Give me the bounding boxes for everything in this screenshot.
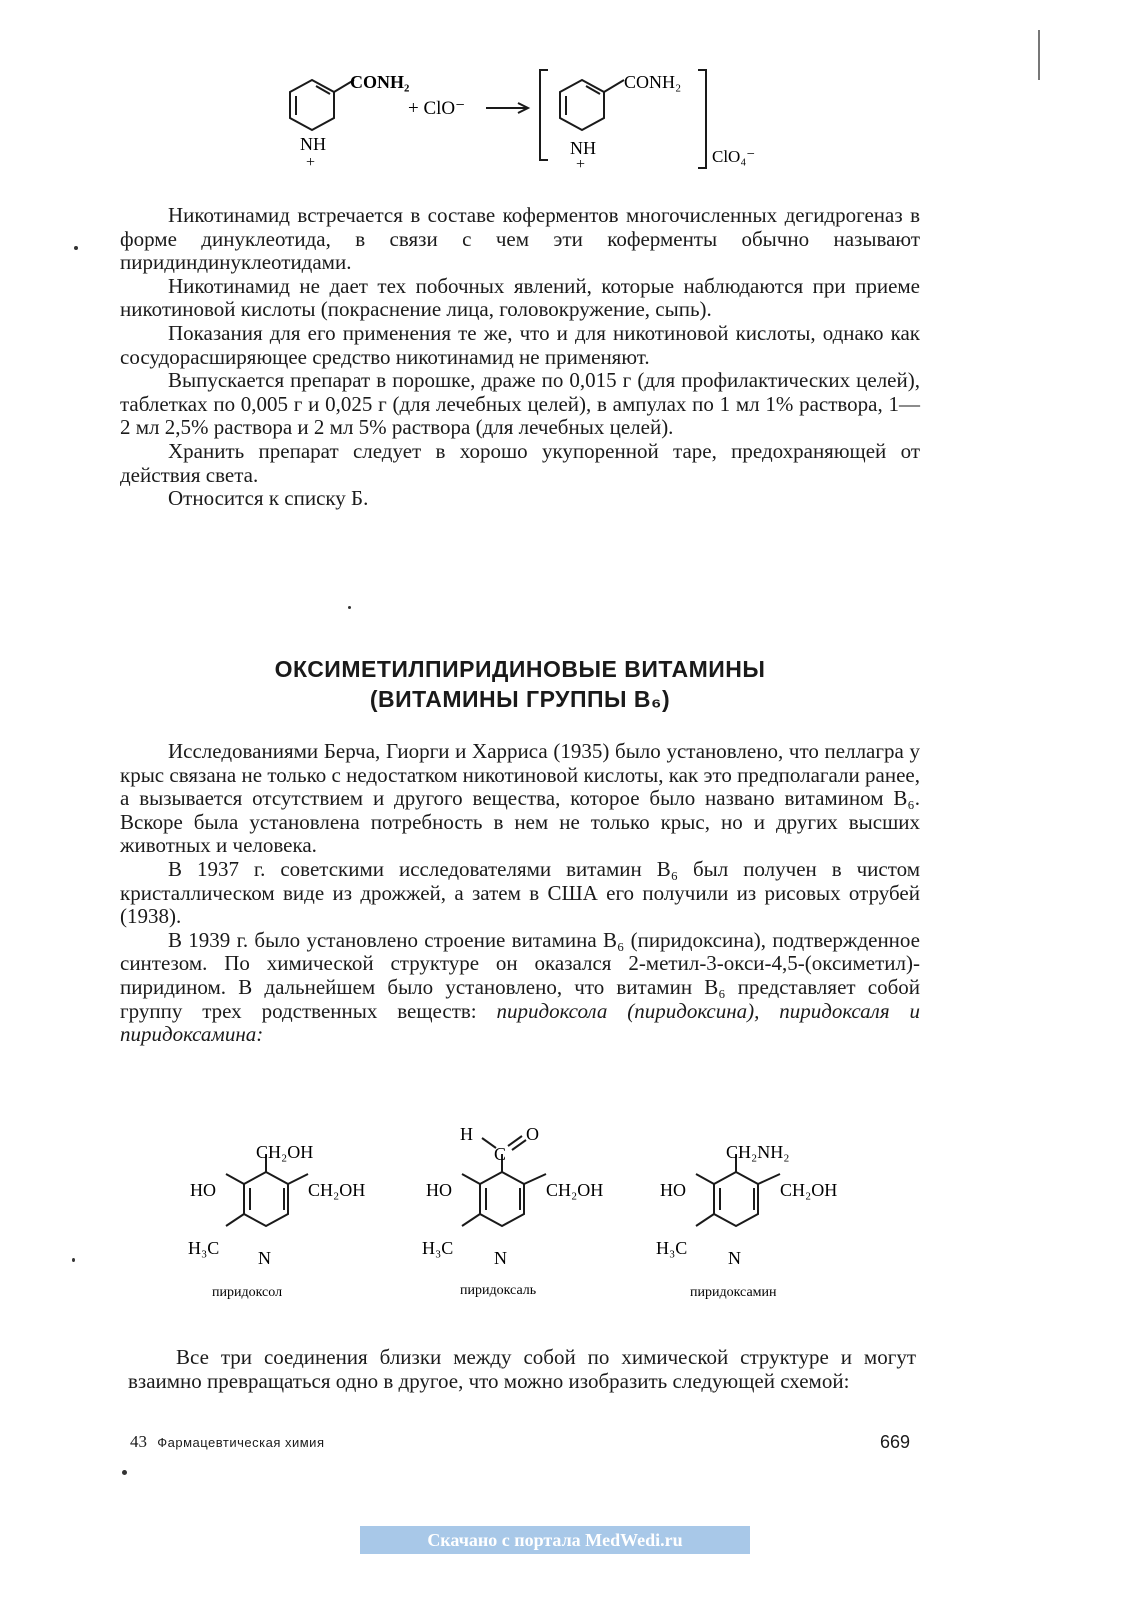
paragraphs-mid xyxy=(120,740,920,1047)
pyridoxal-nitrogen: N xyxy=(494,1248,507,1268)
paragraph: Никотинамид встречается в составе коферментов многочисленных дегидрогеназ в форме динуклеотида, в связи с чем эти коферменты обычно называют пиридиндинуклеотидами. xyxy=(120,203,920,275)
signature-title: Фармацевтическая химия xyxy=(157,1435,325,1450)
compound-names: пиридоксола (пиридоксина), пиридоксаля и пиридоксамина: xyxy=(120,998,920,1047)
paragraph-bottom-block xyxy=(128,1346,916,1393)
paragraph: Хранить препарат следует в хорошо укупоренной таре, предохраняющей от действия света. xyxy=(120,438,920,487)
pyridoxal-aldehyde-o: O xyxy=(526,1124,539,1144)
reactant-nh-label: NH xyxy=(300,134,326,154)
scan-speck xyxy=(1038,30,1040,80)
reaction-arrow xyxy=(486,103,528,113)
paragraph-b6-structure xyxy=(120,929,920,1047)
paragraph: Показания для его применения те же, что и для никотиновой кислоты, однако как сосудорасширяющее средство никотинамид не применяют. xyxy=(120,320,920,369)
product-nh-label: NH xyxy=(570,138,596,158)
pyridoxamine-methyl-group: H₃C xyxy=(656,1238,688,1258)
reactant-structure xyxy=(290,80,354,130)
pyridoxol-caption: пиридоксол xyxy=(212,1285,283,1300)
paragraph-text: В 1939 г. было установлено строение витамина B₆ (пиридоксина), подтвержденное синтезом. По химической структуре он оказался 2-метил-3-окси-4,5-(оксиметил)-пиридином. В дальнейшем было установлено, что витамин B₆ представляет собой группу трех родственных веществ: xyxy=(120,927,920,1023)
pyridoxamine-nitrogen: N xyxy=(728,1248,741,1268)
pyridoxal-right-group: CH₂OH xyxy=(546,1180,604,1200)
heading-line-1: ОКСИМЕТИЛПИРИДИНОВЫЕ ВИТАМИНЫ xyxy=(274,656,766,682)
pyridoxamine-right-group: CH₂OH xyxy=(780,1180,838,1200)
paragraph: Все три соединения близки между собой по химической структуре и могут взаимно превращаться одно в другое, что можно изобразить следующей схемой: xyxy=(128,1345,916,1393)
pyridoxal-methyl-group: H₃C xyxy=(422,1238,454,1258)
paragraph: Никотинамид не дает тех побочных явлений, которые наблюдаются при приеме никотиновой кислоты (покраснение лица, головокружение, сыпь). xyxy=(120,273,920,322)
signature-mark xyxy=(130,1432,325,1452)
pyridoxamine-structure xyxy=(696,1154,780,1226)
scan-speck xyxy=(72,1258,75,1262)
pyridoxamine-left-group: HO xyxy=(660,1180,686,1200)
product-structure xyxy=(560,80,624,130)
pyridoxol-structure xyxy=(226,1154,308,1226)
paragraph: Выпускается препарат в порошке, драже по 0,015 г (для профилактических целей), таблетках по 0,005 г и 0,025 г (для лечебных целей), в ампулах по 1 мл 1% раствора, 1—2 мл 2,5% раствора и 2 мл 5% раствора (для лечебных целей). xyxy=(120,368,920,440)
vitamin-b6-structures xyxy=(170,1118,890,1308)
pyridoxol-nitrogen: N xyxy=(258,1248,271,1268)
paragraph: Относится к списку Б. xyxy=(168,486,369,511)
pyridoxol-top-group: CH₂OH xyxy=(256,1142,314,1162)
paragraphs-top xyxy=(120,204,920,511)
reactant-charge: + xyxy=(306,154,316,171)
page-number: 669 xyxy=(880,1432,911,1452)
pyridoxal-aldehyde-h: H xyxy=(460,1124,473,1144)
nicotinamide-oxidation-reaction xyxy=(250,20,810,190)
reagent-label: + ClO⁻ xyxy=(408,98,466,119)
pyridoxol-methyl-group: H₃C xyxy=(188,1238,220,1258)
pyridoxamine-caption: пиридоксамин xyxy=(690,1285,777,1300)
scan-speck xyxy=(348,606,351,609)
counter-ion-label: ClO₄⁻ xyxy=(712,147,756,166)
product-group-label: CONH₂ xyxy=(624,72,682,92)
heading-line-2: (ВИТАМИНЫ ГРУППЫ B₆) xyxy=(369,686,671,712)
reactant-group-label: CONH₂ xyxy=(350,72,410,92)
section-heading xyxy=(120,654,920,714)
download-watermark-banner: Скачано с портала MedWedi.ru xyxy=(360,1526,750,1554)
paragraph: Исследованиями Берча, Гиорги и Харриса (1935) было установлено, что пеллагра у крыс связана не только с недостатком никотиновой кислоты, как это предполагали ранее, а вызывается отсутствием и другого вещества, которое было названо витамином B₆. Вскоре была установлена потребность в нем не только крыс, но и других высших животных и человека. xyxy=(120,739,920,858)
pyridoxal-aldehyde-c: C xyxy=(494,1144,507,1164)
scan-speck xyxy=(122,1470,127,1475)
scan-speck xyxy=(74,246,78,250)
signature-number: 43 xyxy=(130,1432,147,1451)
pyridoxal-left-group: HO xyxy=(426,1180,452,1200)
pyridoxol-left-group: HO xyxy=(190,1180,216,1200)
product-charge: + xyxy=(576,156,586,173)
paragraph: В 1937 г. советскими исследователями витамин B₆ был получен в чистом кристаллическом виде из дрожжей, а затем в США его получили из рисовых отрубей (1938). xyxy=(120,856,920,929)
pyridoxal-caption: пиридоксаль xyxy=(460,1283,537,1298)
pyridoxamine-top-group: CH₂NH₂ xyxy=(726,1142,790,1162)
pyridoxol-right-group: CH₂OH xyxy=(308,1180,366,1200)
